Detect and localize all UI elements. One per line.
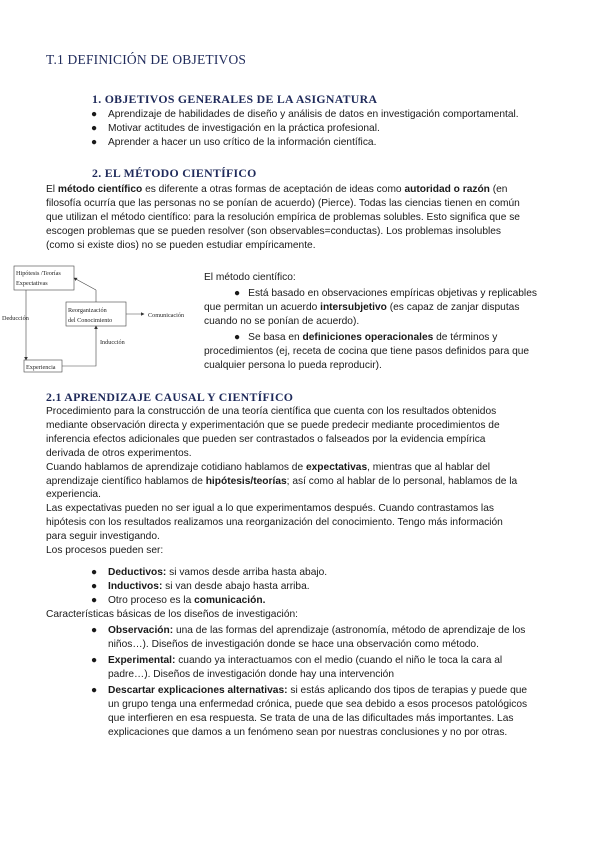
- section-2-1-heading: 2.1 APRENDIZAJE CAUSAL Y CIENTÍFICO: [46, 390, 294, 404]
- text-run: si van desde abajo hasta arriba.: [162, 581, 310, 592]
- text-run: Está basado en observaciones empíricas objetivas y replicables: [248, 288, 537, 299]
- bold-text: hipótesis/teorías: [205, 475, 287, 487]
- paragraph-line: niños…). Diseños de investigación donde se hace una observación como método.: [108, 638, 479, 650]
- text-run: (es capaz de zanjar disputas: [386, 301, 520, 313]
- bold-text: autoridad o razón: [404, 184, 490, 195]
- paragraph-line: que utilizan el método científico: para la resolución empírica de problemas solubles. Esto significa que se: [46, 211, 520, 223]
- paragraph-line: experiencia.: [46, 489, 101, 501]
- expectations-label: Expectativas: [16, 280, 48, 287]
- paragraph-metodo: [46, 183, 586, 253]
- list-item-text: Aprender a hacer un uso crítico de la información científica.: [108, 137, 377, 148]
- scientific-method-diagram: [2, 262, 202, 378]
- deduction-label: Deducción: [2, 315, 29, 322]
- paragraph-line: Las expectativas pueden no ser igual a lo que experimentamos después. Cuando contrastamos las: [46, 503, 494, 515]
- bold-text: Descartar explicaciones alternativas:: [108, 685, 288, 696]
- list-item: ● Observación: una de las formas del aprendizaje (astronomía, método de aprendizaje de los niños…). Diseños de investigación donde se hace una observación como método.: [108, 624, 593, 652]
- paragraph-line: inferencia efectos adicionales que pueden ser contrastados o falseados por la evidencia empírica: [46, 433, 486, 445]
- list-item: ● Deductivos: si vamos desde arriba hasta abajo.: [91, 567, 328, 578]
- paragraph-line: procedimientos (ej, receta de cocina que tiene pasos definidos para que: [204, 345, 530, 357]
- paragraph-line: Los procesos pueden ser:: [46, 545, 164, 557]
- side-intro: El método científico:: [204, 272, 296, 283]
- paragraph-line: filosofía ocurría que las personas no se ponían de acuerdo) (Pierce). Todas las ciencias tienen en común: [46, 197, 520, 209]
- knowledge-label: del Conocimiento: [68, 317, 113, 324]
- bullet-dot: ●: [234, 288, 241, 299]
- bullet-dot: ●: [234, 332, 241, 343]
- list-item: ● Experimental: cuando ya interactuamos con el medio (cuando el niño le toca la cara al padre…). Diseños de investigación donde hay una intervención: [108, 654, 593, 682]
- text-run: Cuando hablamos de aprendizaje cotidiano hablamos de: [46, 461, 306, 473]
- paragraph-procedimiento: [46, 405, 591, 558]
- bold-text: Experimental:: [108, 655, 176, 666]
- list-item: ● Motivar actitudes de investigación en la práctica profesional.: [91, 123, 380, 134]
- paragraph-line: Procedimiento para la construcción de una teoría científica que cuenta con los resultados obtenidos: [46, 406, 497, 417]
- paragraph-caracteristicas: Características básicas de los diseños de investigación:: [46, 609, 298, 620]
- paragraph-line: [108, 654, 593, 668]
- paragraph-line: explicaciones que damos a un fenómeno sean por nuestras conclusiones y no por otras.: [108, 726, 508, 738]
- text-run: es diferente a otras formas de aceptación de ideas como: [142, 184, 405, 195]
- text-run: ; así como al hablar de lo personal, hablamos de la: [286, 475, 518, 487]
- list-item: ● Aprender a hacer un uso crítico de la información científica.: [91, 137, 377, 148]
- communication-label: Comunicación: [148, 312, 185, 319]
- text-run: una de las formas del aprendizaje (astronomía, método de aprendizaje de los: [173, 625, 526, 636]
- paragraph-line: derivada de otros experimentos.: [46, 447, 192, 459]
- side-bullet-2: [204, 331, 594, 373]
- paragraph-line: escogen problemas que se pueden resolver (son observables=conductas). Los problemas insolubles: [46, 225, 502, 237]
- paragraph-line: mediante observación directa y experimentación que se puede predecir mediante procedimientos de: [46, 419, 500, 431]
- reorganization-label: Reorganización: [68, 307, 107, 314]
- text-run: de términos y: [433, 332, 498, 343]
- list-item: ● Aprendizaje de habilidades de diseño y análisis de datos en investigación comportamental.: [91, 109, 519, 120]
- bold-text: expectativas: [305, 461, 368, 473]
- list-item: ● Otro proceso es la comunicación.: [91, 595, 266, 606]
- paragraph-line: padre…). Diseños de investigación donde hay una intervención: [108, 668, 394, 680]
- paragraph-line: [108, 624, 593, 638]
- text-run: aprendizaje científico hablamos de: [46, 475, 206, 487]
- paragraph-line: un grupo tenga una enfermedad crónica, puede que sea debido a esos procesos patológicos: [108, 698, 528, 710]
- bold-text: Observación:: [108, 625, 174, 636]
- list-item-text: Motivar actitudes de investigación en la práctica profesional.: [108, 123, 380, 134]
- paragraph-line: cualquier persona lo pueda reproducir).: [204, 359, 382, 371]
- text-run: que permitan un acuerdo: [204, 301, 321, 313]
- bold-text: intersubjetivo: [320, 301, 387, 313]
- paragraph-line: [204, 331, 594, 345]
- list-item: ● Inductivos: si van desde abajo hasta arriba.: [91, 581, 310, 592]
- paragraph-line: [108, 684, 593, 698]
- text-run: Se basa en: [248, 332, 303, 343]
- list-item-text: Aprendizaje de habilidades de diseño y análisis de datos en investigación comportamental.: [108, 109, 519, 120]
- paragraph-line: [204, 301, 594, 315]
- paragraph-line: (como si existe dios) no se pueden estudiar empíricamente.: [46, 239, 316, 251]
- section-1-heading: 1. OBJETIVOS GENERALES DE LA ASIGNATURA: [92, 92, 378, 106]
- text-run: , mientras que al hablar del: [367, 461, 491, 473]
- bold-text: Inductivos:: [108, 581, 163, 592]
- text-run: (en: [489, 184, 508, 195]
- paragraph-line: [46, 475, 591, 489]
- bold-text: método científico: [57, 184, 143, 195]
- experience-label: Experiencia: [26, 364, 56, 371]
- induction-arrow: [62, 326, 96, 366]
- paragraph-line: cuando no se ponían de acuerdo).: [204, 315, 360, 327]
- bold-text: definiciones operacionales: [302, 332, 434, 343]
- text-run: cuando ya interactuamos con el medio (cuando el niño le toca la cara al: [175, 655, 503, 666]
- list-item: ● Descartar explicaciones alternativas: si estás aplicando dos tipos de terapias y puede que un grupo tenga una enfermedad crónica, puede que sea debido a esos procesos patológicos que interfieren en esa respuesta. Se trata de una de las dificultades más importantes. Las explicaciones que damos a un fenómeno sean por nuestras conclusiones y no por otras.: [108, 684, 593, 740]
- bold-text: comunicación.: [194, 595, 266, 606]
- paragraph-line: hipótesis con los resultados realizamos una reorganización del conocimiento. Tengo más información: [46, 517, 503, 529]
- induction-label: Inducción: [100, 339, 125, 346]
- paragraph-line: para seguir investigando.: [46, 531, 160, 543]
- text-run: si vamos desde arriba hasta abajo.: [166, 567, 328, 578]
- paragraph-line: [46, 183, 586, 197]
- paragraph-line: [46, 461, 591, 475]
- paragraph-line: [204, 287, 594, 301]
- text-run: Otro proceso es la: [108, 595, 195, 606]
- text-run: si estás aplicando dos tipos de terapias y puede que: [287, 685, 528, 696]
- bold-text: Deductivos:: [108, 567, 167, 578]
- feedback-arrow: [74, 278, 96, 290]
- text-run: El: [46, 184, 58, 195]
- hypothesis-label: Hipótesis /Teorías: [16, 270, 61, 277]
- side-bullet-1: [204, 287, 594, 329]
- section-2-heading: 2. EL MÉTODO CIENTÍFICO: [92, 166, 257, 180]
- paragraph-line: que interfieren en esa respuesta. Se trata de una de las dificultades más importantes. Las: [108, 712, 514, 724]
- document-title: T.1 DEFINICIÓN DE OBJETIVOS: [46, 52, 247, 67]
